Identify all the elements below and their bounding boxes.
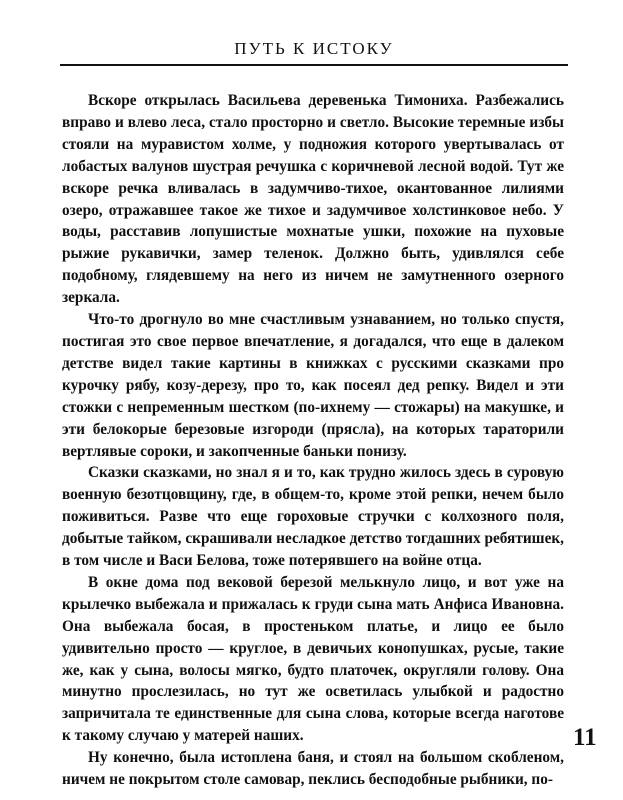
paragraph-1: Вскоре открылась Васильева деревенька Тимониха. Разбежались вправо и влево леса, стало просторно и светло. Высокие теремные избы стояли на муравистом холме, у подножия которого увертывалась от лобастых валунов шустрая речушка с коричневой лесной водой. Тут же вскоре речка вливалась в задумчиво-тихое, окантованное лилиями озеро, отражавшее такое же тихое и задумчивое холстинковое небо. У воды, расставив лопушистые мохнатые ушки, похожие на пуховые рыжие рукавички, замер теленок. Должно быть, удивлялся себе подобному, глядевшему на него из ничем не замутненного озерного зеркала. [62,92,564,307]
paragraph-4: В окне дома под вековой березой мелькнуло лицо, и вот уже на крылечко выбежала и прижалась к груди сына мать Анфиса Ивановна. Она выбежала босая, в простеньком платье, и лицо ее было удивительно просто — круглое, в девичьих конопушках, русые, такие же, как у сына, волосы мягко, будто платочек, округляли голову. Она минутно прослезилась, но тут же осветилась улыбкой и радостно запричитала те единственные для сына слова, которые всегда наготове к такому случаю у матерей наших. [62,573,564,745]
body-text [62,90,564,791]
paragraph-2: Что-то дрогнуло во мне счастливым узнаванием, но только спустя, постигая это свое первое впечатление, я догадался, что еще в далеком детстве видел такие картины в книжках с русскими сказками про курочку рябу, козу-дерезу, про то, как посеял дед репку. Видел и эти стожки с непременным шестком (по-ихнему — стожары) на макушке, и эти белокорые березовые изгороди (прясла), на которых тараторили вертлявые сороки, и закопченные баньки понизу. [62,311,564,460]
paragraph-3: Сказки сказками, но знал я и то, как трудно жилось здесь в суровую военную безотцовщину, где, в общем-то, кроме этой репки, нечем было поживиться. Разве что еще гороховые стручки с колхозного поля, добытые тайком, скрашивали несладкое детство тогдашних ребятишек, в том числе и Васи Белова, тоже потерявшего на войне отца. [62,464,564,570]
header-rule [60,64,568,66]
running-title: ПУТЬ К ИСТОКУ [234,39,394,58]
paragraph-5: Ну конечно, была истоплена баня, и стоял на большом скобленом, ничем не покрытом столе самовар, пеклись бесподобные рыбники, по- [62,749,564,789]
page-number: 11 [573,724,597,751]
